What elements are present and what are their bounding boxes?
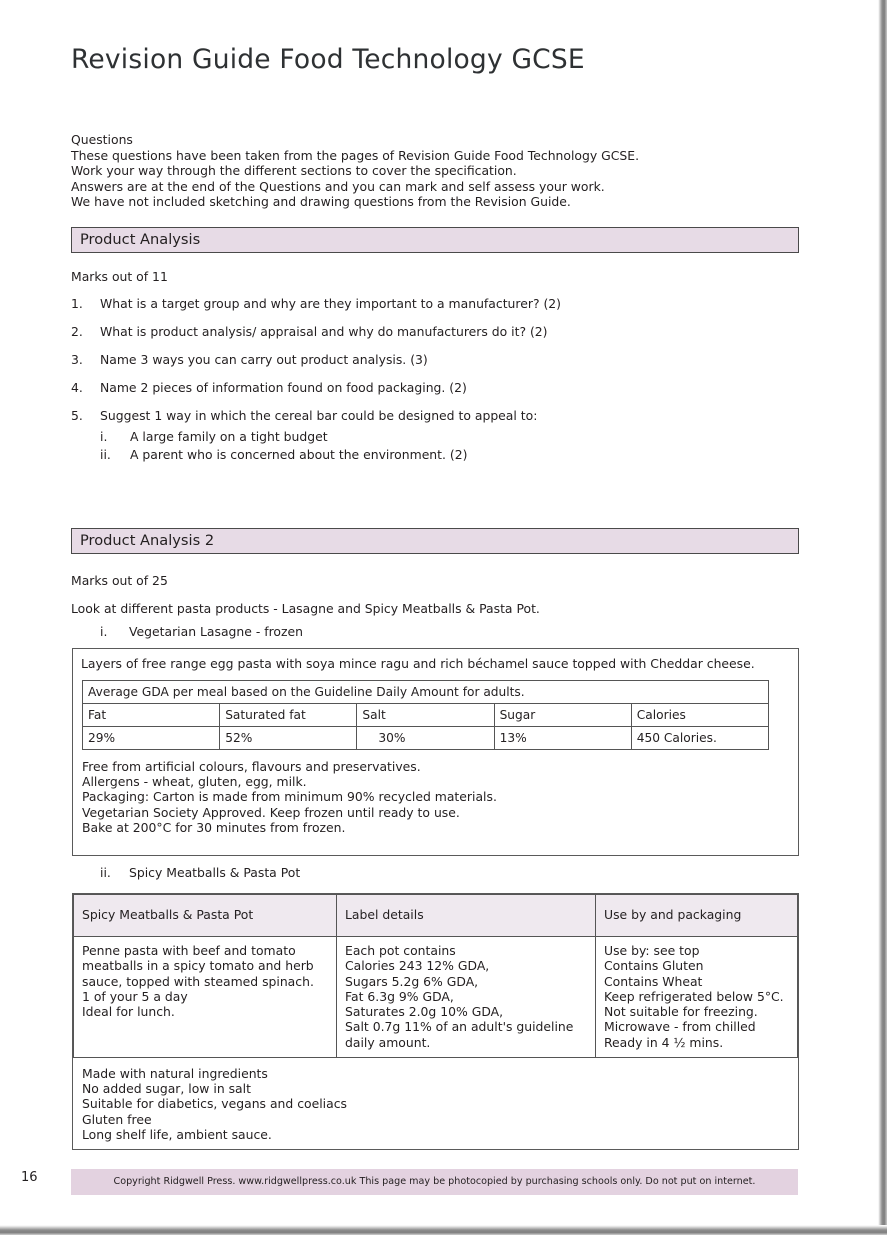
meat-c3-line-4: Keep refrigerated below 5°C. [604,988,784,1004]
meat-col-header-label-details: Label details [337,895,596,937]
product-box-meatballs [72,893,799,1150]
meat-c3-line-5: Not suitable for freezing. [604,1004,758,1020]
product1-description: Layers of free range egg pasta with soya mince ragu and rich béchamel sauce topped with Cheddar cheese. [81,656,755,671]
section1-marks: Marks out of 11 [71,269,168,284]
meat-c3-line-2: Contains Gluten [604,958,704,974]
product1-heading [71,624,303,639]
meat-c2-line-7: daily amount. [345,1034,431,1050]
table-row [83,727,769,750]
list-item [71,296,801,311]
meat-c1-line-5: Ideal for lunch. [82,1004,175,1020]
product1-note-3: Packaging: Carton is made from minimum 90% recycled materials. [82,789,497,805]
question-text: Name 3 ways you can carry out product analysis. (3) [100,352,428,367]
page-edge-bottom [0,1225,887,1235]
meat-c1-line-1: Penne pasta with beef and tomato [82,943,296,958]
intro-line-3: Answers are at the end of the Questions and you can mark and self assess your work. [71,178,605,194]
meat-c2-line-1: Each pot contains [345,943,456,958]
gda-header-saturated-fat: Saturated fat [220,704,357,727]
section-header-label: Product Analysis 2 [80,532,215,549]
question-text: Name 2 pieces of information found on food packaging. (2) [100,380,467,395]
product2-note-5: Long shelf life, ambient sauce. [82,1126,272,1142]
question-text: What is product analysis/ appraisal and why do manufacturers do it? (2) [100,324,548,339]
product2-note-1: Made with natural ingredients [82,1066,268,1082]
intro-block [71,132,639,210]
table-row [83,681,769,704]
gda-header-salt: Salt [357,704,494,727]
gda-header-calories: Calories [631,704,768,727]
product1-note-1: Free from artificial colours, flavours and preservatives. [82,759,421,774]
page-title: Revision Guide Food Technology GCSE [71,44,585,75]
footer-copyright-bar [71,1169,798,1195]
meat-cell-label-details [337,937,596,1058]
meat-c1-line-4: 1 of your 5 a day [82,988,188,1004]
section-header-label: Product Analysis [80,231,201,248]
question-number: 1. [71,296,83,311]
page-number: 16 [21,1170,38,1185]
gda-caption: Average GDA per meal based on the Guideline Daily Amount for adults. [83,681,769,704]
intro-line-4: We have not included sketching and drawing questions from the Revision Guide. [71,194,571,210]
product1-title: Vegetarian Lasagne - frozen [129,624,303,639]
product2-footer-notes [73,1058,798,1149]
list-item [71,428,801,446]
gda-value-fat: 29% [83,727,220,750]
list-item [71,446,801,464]
meat-c2-line-2: Calories 243 12% GDA, [345,958,490,974]
meat-col-header-use-by: Use by and packaging [596,895,798,937]
question-text: What is a target group and why are they important to a manufacturer? (2) [100,296,562,311]
meat-c2-line-5: Saturates 2.0g 10% GDA, [345,1004,504,1020]
sub-question-number: i. [100,429,108,444]
meat-c2-line-6: Salt 0.7g 11% of an adult's guideline [345,1019,574,1035]
section1-question-list [71,296,801,463]
intro-line-2: Work your way through the different sections to cover the specification. [71,163,517,179]
list-item [71,380,801,395]
gda-header-sugar: Sugar [494,704,631,727]
question-number: 4. [71,380,83,395]
page-edge-right [878,0,887,1235]
intro-line-1: These questions have been taken from the pages of Revision Guide Food Technology GCSE. [71,147,640,163]
sub-question-text: A parent who is concerned about the environment. (2) [130,446,468,462]
meat-c2-line-3: Sugars 5.2g 6% GDA, [345,973,479,989]
product1-notes [73,750,798,855]
list-item [71,408,801,423]
table-row [74,937,798,1058]
footer-copyright-text: Copyright Ridgwell Press. www.ridgwellpress.co.uk This page may be photocopied by purchasing schools only. Do not put on internet. [113,1176,756,1187]
gda-table [82,680,769,750]
product1-note-5: Bake at 200°C for 30 minutes from frozen. [82,819,346,835]
meat-c3-line-3: Contains Wheat [604,973,703,989]
meat-col-header-product: Spicy Meatballs & Pasta Pot [74,895,337,937]
question-number: 2. [71,324,83,339]
meatballs-table [73,894,798,1058]
sub-question-number: ii. [100,446,111,462]
intro-heading: Questions [71,132,133,147]
product1-note-2: Allergens - wheat, gluten, egg, milk. [82,774,307,790]
meat-c2-line-4: Fat 6.3g 9% GDA, [345,988,454,1004]
question-number: 5. [71,408,83,423]
gda-value-salt: 30% [357,727,494,750]
table-row [74,895,798,937]
meat-c3-line-7: Ready in 4 ½ mins. [604,1034,724,1050]
product2-note-3: Suitable for diabetics, vegans and coeliacs [82,1096,347,1112]
product2-heading [71,865,300,880]
gda-value-calories: 450 Calories. [631,727,768,750]
product1-roman: i. [100,624,108,639]
sub-question-text: A large family on a tight budget [130,429,328,444]
product2-title: Spicy Meatballs & Pasta Pot [129,865,301,880]
section-header-product-analysis-2 [71,528,799,554]
product-box-lasagne [72,648,799,856]
meat-cell-product-description [74,937,337,1058]
gda-value-saturated-fat: 52% [220,727,357,750]
product2-note-2: No added sugar, low in salt [82,1081,251,1097]
meat-c1-line-3: sauce, topped with steamed spinach. [82,973,314,989]
section-header-product-analysis [71,227,799,253]
table-row [83,704,769,727]
question-number: 3. [71,352,83,367]
meat-cell-use-by [596,937,798,1058]
gda-value-sugar: 13% [494,727,631,750]
list-item [71,324,801,339]
meat-c3-line-1: Use by: see top [604,943,700,958]
meat-c3-line-6: Microwave - from chilled [604,1019,756,1035]
section2-marks: Marks out of 25 [71,573,168,588]
meat-c1-line-2: meatballs in a spicy tomato and herb [82,958,314,974]
product2-roman: ii. [100,865,111,880]
product2-note-4: Gluten free [82,1111,152,1127]
product1-note-4: Vegetarian Society Approved. Keep frozen until ready to use. [82,804,460,820]
question-text: Suggest 1 way in which the cereal bar could be designed to appeal to: [100,408,538,423]
gda-header-fat: Fat [83,704,220,727]
list-item [71,352,801,367]
section2-lead-text: Look at different pasta products - Lasagne and Spicy Meatballs & Pasta Pot. [71,601,540,616]
